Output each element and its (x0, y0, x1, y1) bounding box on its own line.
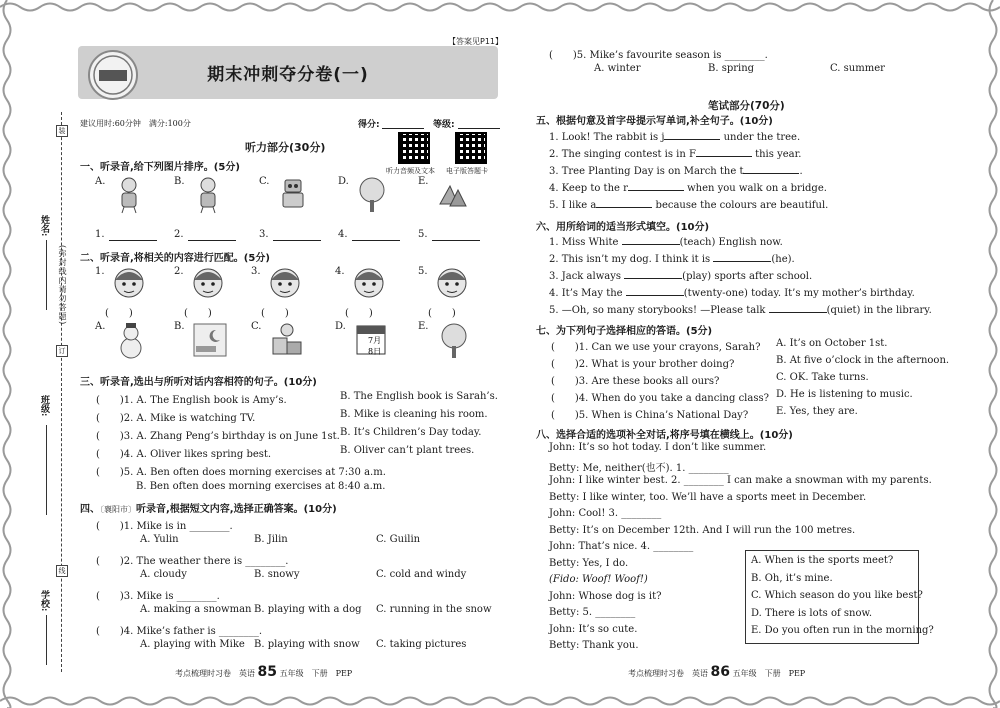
dialogue-line: John: I like winter best. 2. ________ I can make a snowman with my parents. (549, 475, 932, 486)
reading-option: A. winter (594, 63, 641, 74)
reading-option: B. spring (708, 63, 755, 74)
form-answer-field[interactable] (769, 302, 827, 313)
child-face-icon (351, 264, 387, 302)
match-answer-paren[interactable]: ( ) (428, 308, 456, 319)
order-number: 5. (418, 229, 428, 240)
listening-header: 听力部分(30分) (245, 141, 326, 154)
section-3-title: 三、听录音,选出与所听对话内容相符的句子。(10分) (80, 377, 317, 388)
footer-left-pre: 考点梳理时习卷 英语 (175, 669, 255, 678)
section-5-title: 五、根据句意及首字母提示写单词,补全句子。(10分) (536, 116, 773, 127)
name-write-line (46, 240, 48, 310)
word-completion-item (549, 180, 827, 194)
choice-question: ( )5. A. Ben often does morning exercises at 7:30 a.m. (96, 467, 386, 478)
match-option-label: A. (95, 321, 106, 332)
word-completion-item (549, 197, 828, 211)
form-prompt: 1. Miss White (549, 237, 622, 248)
word-answer-field[interactable] (596, 197, 652, 208)
word-prompt: 1. Look! The rabbit is j (549, 132, 665, 143)
order-number: 2. (174, 229, 184, 240)
reading-option: B. playing with snow (254, 639, 360, 650)
reading-option: A. cloudy (140, 569, 187, 580)
section-4-title-row (80, 500, 337, 515)
binding-mark-xian: 线 (56, 565, 68, 577)
reading-option: B. playing with a dog (254, 604, 362, 615)
response-option: E. Yes, they are. (776, 406, 858, 417)
score-label: 得分: (358, 120, 380, 130)
response-option: A. It’s on October 1st. (776, 338, 888, 349)
calendar-month: 7月 (368, 336, 382, 345)
robot-icon (273, 174, 313, 214)
picture-label: C. (259, 176, 270, 187)
child-face-icon (190, 264, 226, 302)
form-rest: (he). (771, 254, 795, 265)
section-4-title: 听录音,根据短文内容,选择正确答案。(10分) (136, 504, 337, 515)
time-score-info: 建议用时:60分钟 满分:100分 (80, 119, 191, 128)
section-8-title: 八、选择合适的选项补全对话,将序号填在横线上。(10分) (536, 430, 793, 441)
page-number-right: 86 (710, 664, 731, 680)
binding-mark-ding: 订 (56, 345, 68, 357)
footer-right (628, 664, 805, 680)
section-1-title: 一、听录音,给下列图片排序。(5分) (80, 162, 240, 173)
match-option-label: B. (174, 321, 185, 332)
word-answer-field[interactable] (696, 146, 752, 157)
person-number: 4. (335, 266, 345, 277)
answer-reference: 【答案见P11】 (448, 37, 504, 46)
form-prompt: 4. It’s May the (549, 288, 626, 299)
form-answer-field[interactable] (622, 234, 680, 245)
response-question: ( )2. What is your brother doing? (551, 359, 735, 370)
picture-label: A. (95, 176, 106, 187)
dialogue-line: John: That’s nice. 4. ________ (549, 541, 694, 552)
choice-question: ( )3. A. Zhang Peng’s birthday is on June 1st. (96, 431, 340, 442)
form-prompt: 3. Jack always (549, 271, 625, 282)
form-fill-item (549, 234, 783, 248)
order-number: 4. (338, 229, 348, 240)
dialogue-line: Betty: 5. ________ (549, 607, 636, 618)
apple-tree-icon (434, 320, 474, 360)
snowman-icon (111, 320, 151, 360)
choice-option-b: B. Oliver can’t plant trees. (340, 445, 475, 456)
reading-option: C. running in the snow (376, 604, 492, 615)
score-field[interactable] (382, 118, 424, 129)
order-number: 3. (259, 229, 269, 240)
order-answer-field[interactable] (109, 230, 157, 241)
word-completion-item (549, 129, 800, 143)
word-rest: this year. (751, 149, 802, 160)
reading-option: A. playing with Mike (140, 639, 245, 650)
word-rest: . (799, 166, 803, 177)
class-write-line (46, 425, 48, 515)
dialogue-line: John: Cool! 3. ________ (549, 508, 662, 519)
picture-label: D. (338, 176, 349, 187)
girl-reading-icon (188, 174, 228, 214)
response-question: ( )4. When do you take a dancing class? (551, 393, 769, 404)
grade-label: 等级: (433, 120, 455, 130)
dialogue-line: John: It’s so cute. (549, 623, 638, 635)
dialogue-option: C. Which season do you like best? (751, 590, 923, 601)
word-rest: because the colours are beautiful. (652, 200, 829, 211)
calendar-day: 8日 (368, 347, 382, 356)
dialogue-line: John: Whose dog is it? (549, 590, 662, 602)
choice-question: ( )1. A. The English book is Amy’s. (96, 395, 287, 406)
dialogue-option: D. There is lots of snow. (751, 607, 873, 619)
dialogue-line: Betty: I like winter, too. We’ll have a sports meet in December. (549, 491, 867, 503)
dialogue-line: Betty: It’s on December 12th. And I will run the 100 metres. (549, 524, 856, 536)
qr-label-audio: 听力音频及文本 (386, 167, 435, 175)
reading-option: B. snowy (254, 569, 300, 580)
form-fill-item (549, 268, 812, 282)
section-4-number: 四、 (80, 504, 100, 515)
picture-label: E. (418, 176, 429, 187)
reading-option: B. Jilin (254, 534, 288, 545)
choice-option-b: B. The English book is Sarah’s. (340, 391, 498, 402)
zongzi-icon (432, 174, 472, 214)
word-answer-field[interactable] (664, 129, 720, 140)
order-answer-field[interactable] (432, 230, 480, 241)
reading-question: ( )1. Mike is in ________. (96, 521, 233, 532)
child-face-icon (267, 264, 303, 302)
word-prompt: 3. Tree Planting Day is on March the t (549, 166, 744, 177)
match-answer-paren[interactable]: ( ) (184, 308, 212, 319)
page-number-left: 85 (257, 664, 278, 680)
form-prompt: 5. —Oh, so many storybooks! —Please talk (549, 305, 769, 316)
form-rest: (play) sports after school. (682, 271, 813, 282)
wavy-border-left (0, 0, 14, 708)
order-answer-field[interactable] (273, 230, 321, 241)
response-question: ( )5. When is China’s National Day? (551, 410, 749, 421)
word-prompt: 2. The singing contest is in F (549, 149, 696, 160)
dialogue-line: (Fido: Woof! Woof!) (549, 574, 648, 585)
match-option-label: D. (335, 321, 346, 332)
reading-option: C. Guilin (376, 534, 421, 545)
region-tag: 〔襄阳市〕 (100, 505, 136, 514)
reading-question: ( )3. Mike is ________. (96, 591, 220, 602)
girl-dancing-icon (109, 174, 149, 214)
word-prompt: 4. Keep to the r (549, 183, 628, 194)
exam-title: 期末冲刺夺分卷(一) (207, 65, 369, 85)
wavy-border-right (986, 0, 1000, 708)
name-label: 姓名: (39, 215, 49, 237)
sleeping-night-icon (190, 320, 230, 360)
reading-option: C. cold and windy (376, 569, 467, 580)
dialogue-line: Betty: Yes, I do. (549, 557, 629, 569)
form-rest: (teach) English now. (679, 237, 783, 248)
child-face-icon (111, 264, 147, 302)
footer-right-post: 五年级 下册 PEP (732, 669, 806, 678)
match-option-label: E. (418, 321, 429, 332)
picture-label: B. (174, 176, 185, 187)
choice-question: ( )4. A. Oliver likes spring best. (96, 449, 272, 460)
form-fill-item (549, 302, 932, 316)
dialogue-option: B. Oh, it’s mine. (751, 572, 833, 584)
person-number: 1. (95, 266, 105, 277)
footer-right-pre: 考点梳理时习卷 英语 (628, 669, 708, 678)
match-answer-paren[interactable]: ( ) (261, 308, 289, 319)
birthday-gifts-icon (267, 320, 307, 360)
choice-option-b: B. It’s Children’s Day today. (340, 427, 482, 438)
wavy-border-top (0, 0, 1000, 14)
form-answer-field[interactable] (624, 268, 682, 279)
reading-question: ( )2. The weather there is ________. (96, 556, 289, 567)
no-answer-note: (弥封线内请勿答题) (58, 245, 67, 326)
choice-option-b: B. Mike is cleaning his room. (340, 409, 488, 420)
binding-line (61, 112, 62, 672)
qr-label-answer-sheet: 电子版答题卡 (446, 167, 488, 175)
reading-question: ( )5. Mike’s favourite season is ________. (549, 50, 768, 61)
match-answer-paren[interactable]: ( ) (105, 308, 133, 319)
person-number: 2. (174, 266, 184, 277)
reading-option: A. making a snowman (140, 604, 252, 615)
footer-left (175, 664, 352, 680)
form-answer-field[interactable] (713, 251, 771, 262)
written-header: 笔试部分(70分) (708, 100, 785, 112)
dialogue-line: Betty: Thank you. (549, 640, 639, 651)
response-option: C. OK. Take turns. (776, 372, 869, 383)
reading-option: C. taking pictures (376, 639, 467, 650)
word-prompt: 5. I like a (549, 200, 597, 211)
class-label: 班级: (39, 395, 49, 417)
section-2-title: 二、听录音,将相关的内容进行匹配。(5分) (80, 253, 270, 264)
choice-question: ( )2. A. Mike is watching TV. (96, 413, 256, 424)
section-6-title: 六、用所给词的适当形式填空。(10分) (536, 222, 710, 233)
school-write-line (46, 615, 48, 665)
dialogue-option: E. Do you often run in the morning? (751, 625, 934, 636)
word-answer-field[interactable] (743, 163, 799, 174)
reading-option: A. Yulin (140, 534, 179, 545)
form-prompt: 2. This isn’t my dog. I think it is (549, 254, 714, 265)
dialogue-line: Betty: Me, neither(也不). 1. ________ (549, 462, 729, 474)
school-label: 学校: (39, 590, 49, 612)
section-7-title: 七、为下列句子选择相应的答语。(5分) (536, 326, 713, 337)
wavy-border-bottom (0, 694, 1000, 708)
form-rest: (quiet) in the library. (826, 305, 932, 316)
dialogue-line: John: It’s so hot today. I don’t like summer. (549, 442, 767, 453)
response-option: D. He is listening to music. (776, 389, 913, 400)
word-rest: under the tree. (720, 132, 801, 143)
child-face-icon (434, 264, 470, 302)
binding-mark-zhuang: 装 (56, 125, 68, 137)
form-rest: (twenty-one) today. It’s my mother’s birthday. (683, 288, 915, 299)
word-rest: when you walk on a bridge. (683, 183, 827, 194)
order-number: 1. (95, 229, 105, 240)
form-answer-field[interactable] (626, 285, 684, 296)
match-option-label: C. (251, 321, 262, 332)
reading-option: C. summer (830, 63, 885, 74)
person-number: 5. (418, 266, 428, 277)
order-answer-field[interactable] (352, 230, 400, 241)
grade-field[interactable] (458, 118, 500, 129)
order-answer-field[interactable] (188, 230, 236, 241)
form-fill-item (549, 251, 795, 265)
reading-question: ( )4. Mike’s father is ________. (96, 626, 263, 637)
qr-code-audio[interactable] (398, 132, 430, 164)
response-question: ( )3. Are these books all ours? (551, 376, 720, 387)
form-fill-item (549, 285, 915, 299)
dialogue-option: A. When is the sports meet? (751, 555, 894, 566)
match-answer-paren[interactable]: ( ) (345, 308, 373, 319)
qr-code-answer-sheet[interactable] (455, 132, 487, 164)
word-completion-item (549, 146, 801, 160)
response-option: B. At five o’clock in the afternoon. (776, 355, 950, 366)
footer-left-post: 五年级 下册 PEP (279, 669, 353, 678)
word-completion-item (549, 163, 803, 177)
word-answer-field[interactable] (628, 180, 684, 191)
snowy-tree-icon (352, 174, 392, 214)
response-question: ( )1. Can we use your crayons, Sarah? (551, 342, 761, 353)
choice-option-b: B. Ben often does morning exercises at 8:40 a.m. (136, 481, 386, 492)
person-number: 3. (251, 266, 261, 277)
